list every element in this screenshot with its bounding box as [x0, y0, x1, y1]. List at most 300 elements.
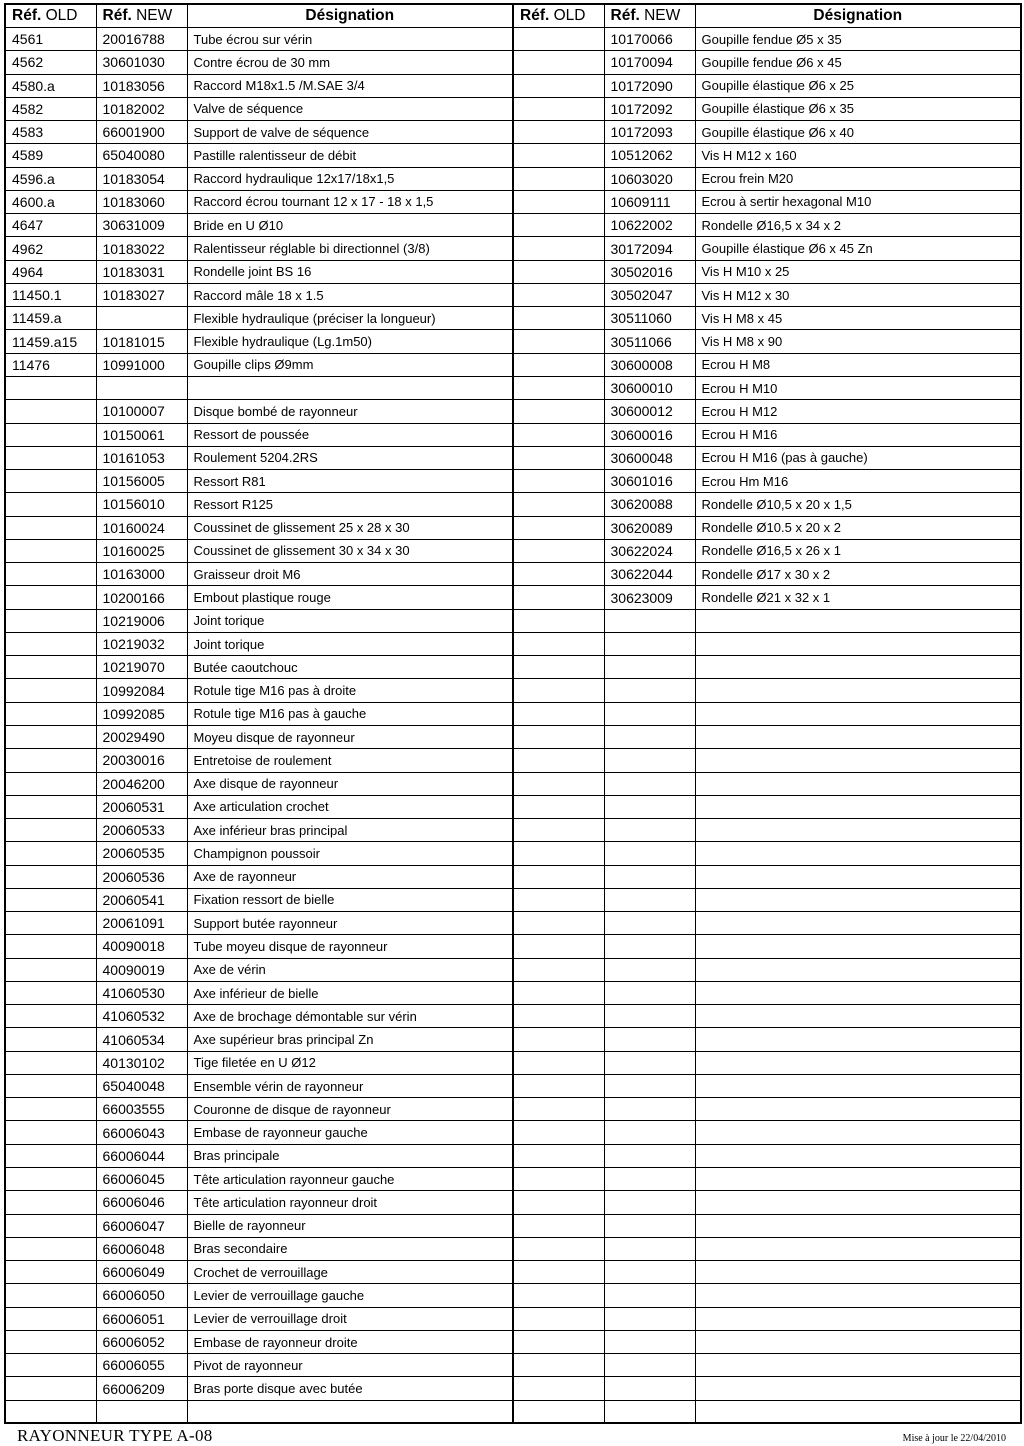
right-ref-old-cell	[513, 1330, 604, 1353]
right-designation-cell	[695, 981, 1021, 1004]
left-ref-new-cell: 20029490	[96, 725, 187, 748]
right-designation-cell	[695, 656, 1021, 679]
right-designation-cell: Rondelle Ø10.5 x 20 x 2	[695, 516, 1021, 539]
right-ref-new-cell	[604, 1168, 695, 1191]
right-ref-new-cell	[604, 1261, 695, 1284]
left-ref-new-cell: 40090019	[96, 958, 187, 981]
left-ref-old-cell	[5, 725, 96, 748]
left-designation-cell: Rotule tige M16 pas à droite	[187, 679, 513, 702]
left-ref-new-cell: 10183031	[96, 260, 187, 283]
right-ref-new-cell	[604, 1307, 695, 1330]
left-ref-old-cell	[5, 1168, 96, 1191]
left-designation-cell: Tête articulation rayonneur droit	[187, 1191, 513, 1214]
left-ref-new-cell: 10200166	[96, 586, 187, 609]
table-row	[5, 330, 1021, 353]
right-ref-new-cell	[604, 725, 695, 748]
left-designation-cell: Contre écrou de 30 mm	[187, 51, 513, 74]
right-ref-new-cell	[604, 888, 695, 911]
left-designation-cell: Support de valve de séquence	[187, 121, 513, 144]
left-ref-old-cell: 4589	[5, 144, 96, 167]
left-designation-cell: Raccord hydraulique 12x17/18x1,5	[187, 167, 513, 190]
left-ref-new-cell: 41060534	[96, 1028, 187, 1051]
left-designation-cell: Fixation ressort de bielle	[187, 888, 513, 911]
right-ref-new-cell: 30502047	[604, 283, 695, 306]
right-designation-cell	[695, 912, 1021, 935]
left-ref-new-cell: 40090018	[96, 935, 187, 958]
right-designation-cell: Ecrou Hm M16	[695, 470, 1021, 493]
right-ref-new-cell: 30600012	[604, 400, 695, 423]
right-ref-old-cell	[513, 28, 604, 51]
left-ref-new-cell: 10156010	[96, 493, 187, 516]
right-ref-old-cell	[513, 632, 604, 655]
right-ref-old-cell	[513, 446, 604, 469]
table-row	[5, 1144, 1021, 1167]
left-ref-old-cell	[5, 1144, 96, 1167]
right-designation-cell	[695, 1168, 1021, 1191]
table-row	[5, 121, 1021, 144]
right-ref-new-cell	[604, 865, 695, 888]
table-row	[5, 190, 1021, 213]
left-designation-cell: Ensemble vérin de rayonneur	[187, 1074, 513, 1097]
left-ref-new-cell: 10183027	[96, 283, 187, 306]
table-row	[5, 74, 1021, 97]
right-ref-old-cell	[513, 749, 604, 772]
left-designation-cell	[187, 1400, 513, 1423]
left-designation-cell: Flexible hydraulique (Lg.1m50)	[187, 330, 513, 353]
left-ref-new-cell: 10992085	[96, 702, 187, 725]
left-designation-cell: Axe disque de rayonneur	[187, 772, 513, 795]
right-designation-cell: Rondelle Ø16,5 x 34 x 2	[695, 214, 1021, 237]
right-ref-old-cell	[513, 214, 604, 237]
left-designation-cell: Entretoise de roulement	[187, 749, 513, 772]
table-row	[5, 97, 1021, 120]
right-ref-new-cell	[604, 1191, 695, 1214]
table-row	[5, 1377, 1021, 1400]
right-ref-old-cell	[513, 167, 604, 190]
left-ref-old-cell	[5, 1354, 96, 1377]
left-designation-cell: Embase de rayonneur gauche	[187, 1121, 513, 1144]
left-designation-cell: Embout plastique rouge	[187, 586, 513, 609]
right-designation-cell: Goupille fendue Ø5 x 35	[695, 28, 1021, 51]
right-designation-cell	[695, 888, 1021, 911]
table-row	[5, 609, 1021, 632]
left-designation-cell: Rondelle joint BS 16	[187, 260, 513, 283]
right-ref-new-cell: 30600048	[604, 446, 695, 469]
table-row	[5, 167, 1021, 190]
left-ref-old-cell	[5, 1005, 96, 1028]
left-designation-cell: Raccord écrou tournant 12 x 17 - 18 x 1,5	[187, 190, 513, 213]
right-ref-new-cell	[604, 1028, 695, 1051]
right-ref-new-cell	[604, 702, 695, 725]
right-designation-cell	[695, 749, 1021, 772]
left-ref-new-cell: 10183060	[96, 190, 187, 213]
header-ref-old-left	[5, 4, 96, 28]
table-row	[5, 1261, 1021, 1284]
left-ref-new-cell: 66003555	[96, 1098, 187, 1121]
right-ref-new-cell	[604, 632, 695, 655]
table-row	[5, 656, 1021, 679]
right-ref-old-cell	[513, 795, 604, 818]
left-designation-cell: Support butée rayonneur	[187, 912, 513, 935]
left-designation-cell: Joint torique	[187, 609, 513, 632]
left-ref-old-cell	[5, 539, 96, 562]
right-designation-cell: Vis H M8 x 90	[695, 330, 1021, 353]
right-designation-cell	[695, 1191, 1021, 1214]
left-ref-old-cell: 4596.a	[5, 167, 96, 190]
table-row	[5, 1121, 1021, 1144]
right-ref-old-cell	[513, 283, 604, 306]
right-ref-old-cell	[513, 609, 604, 632]
left-ref-old-cell	[5, 819, 96, 842]
right-designation-cell: Rondelle Ø10,5 x 20 x 1,5	[695, 493, 1021, 516]
left-ref-new-cell: 10182002	[96, 97, 187, 120]
left-designation-cell: Tête articulation rayonneur gauche	[187, 1168, 513, 1191]
left-ref-old-cell: 4582	[5, 97, 96, 120]
right-ref-old-cell	[513, 1354, 604, 1377]
right-ref-old-cell	[513, 1051, 604, 1074]
right-ref-new-cell	[604, 1284, 695, 1307]
left-ref-old-cell	[5, 749, 96, 772]
left-ref-new-cell	[96, 1400, 187, 1423]
left-ref-new-cell	[96, 307, 187, 330]
right-designation-cell	[695, 632, 1021, 655]
left-ref-old-cell	[5, 400, 96, 423]
left-ref-old-cell	[5, 1051, 96, 1074]
left-ref-new-cell: 66006043	[96, 1121, 187, 1144]
left-ref-new-cell: 20061091	[96, 912, 187, 935]
left-ref-new-cell: 40130102	[96, 1051, 187, 1074]
left-designation-cell: Ressort R125	[187, 493, 513, 516]
left-designation-cell: Rotule tige M16 pas à gauche	[187, 702, 513, 725]
left-ref-new-cell: 10156005	[96, 470, 187, 493]
right-designation-cell	[695, 1098, 1021, 1121]
right-ref-new-cell	[604, 842, 695, 865]
left-ref-new-cell: 20060531	[96, 795, 187, 818]
left-ref-new-cell: 66006047	[96, 1214, 187, 1237]
left-designation-cell: Axe inférieur bras principal	[187, 819, 513, 842]
left-ref-new-cell: 20060535	[96, 842, 187, 865]
table-row	[5, 353, 1021, 376]
left-designation-cell: Joint torique	[187, 632, 513, 655]
header-ref-new-prefix: Réf.	[102, 7, 132, 25]
right-ref-new-cell: 10609111	[604, 190, 695, 213]
left-designation-cell: Tube moyeu disque de rayonneur	[187, 935, 513, 958]
table-row	[5, 516, 1021, 539]
right-designation-cell	[695, 1144, 1021, 1167]
table-row	[5, 1168, 1021, 1191]
right-ref-new-cell: 30172094	[604, 237, 695, 260]
right-ref-new-cell: 30511066	[604, 330, 695, 353]
right-designation-cell	[695, 1214, 1021, 1237]
left-ref-old-cell	[5, 423, 96, 446]
left-ref-old-cell: 4562	[5, 51, 96, 74]
right-designation-cell	[695, 1307, 1021, 1330]
table-row	[5, 1214, 1021, 1237]
right-ref-old-cell	[513, 819, 604, 842]
left-ref-new-cell: 10219032	[96, 632, 187, 655]
right-designation-cell: Rondelle Ø16,5 x 26 x 1	[695, 539, 1021, 562]
right-ref-old-cell	[513, 772, 604, 795]
table-row	[5, 1051, 1021, 1074]
right-ref-old-cell	[513, 144, 604, 167]
table-row	[5, 423, 1021, 446]
left-designation-cell: Bielle de rayonneur	[187, 1214, 513, 1237]
right-ref-old-cell	[513, 1214, 604, 1237]
left-designation-cell: Levier de verrouillage droit	[187, 1307, 513, 1330]
right-ref-new-cell	[604, 1214, 695, 1237]
left-ref-old-cell	[5, 1121, 96, 1144]
right-ref-new-cell: 30502016	[604, 260, 695, 283]
right-designation-cell	[695, 772, 1021, 795]
left-ref-new-cell: 10160025	[96, 539, 187, 562]
right-ref-old-cell	[513, 586, 604, 609]
right-ref-old-cell	[513, 656, 604, 679]
right-ref-new-cell: 30600016	[604, 423, 695, 446]
right-ref-new-cell: 30620089	[604, 516, 695, 539]
right-ref-old-cell	[513, 539, 604, 562]
right-ref-old-cell	[513, 1074, 604, 1097]
table-row	[5, 446, 1021, 469]
right-ref-new-cell: 30601016	[604, 470, 695, 493]
header-ref-new-suffix: NEW	[644, 7, 681, 25]
right-designation-cell	[695, 1051, 1021, 1074]
left-ref-new-cell: 10183022	[96, 237, 187, 260]
table-row	[5, 1330, 1021, 1353]
left-ref-old-cell: 4964	[5, 260, 96, 283]
header-ref-new-prefix: Réf.	[610, 7, 640, 25]
left-designation-cell: Ressort de poussée	[187, 423, 513, 446]
left-ref-new-cell: 10219006	[96, 609, 187, 632]
left-ref-old-cell	[5, 1377, 96, 1400]
left-ref-old-cell	[5, 1261, 96, 1284]
right-ref-old-cell	[513, 1377, 604, 1400]
table-row	[5, 376, 1021, 399]
left-ref-old-cell: 4647	[5, 214, 96, 237]
right-ref-old-cell	[513, 912, 604, 935]
right-ref-old-cell	[513, 330, 604, 353]
table-row	[5, 1098, 1021, 1121]
left-ref-old-cell	[5, 563, 96, 586]
right-ref-new-cell	[604, 958, 695, 981]
left-designation-cell: Crochet de verrouillage	[187, 1261, 513, 1284]
left-ref-new-cell: 20016788	[96, 28, 187, 51]
table-row	[5, 539, 1021, 562]
left-designation-cell: Axe de vérin	[187, 958, 513, 981]
left-ref-new-cell: 10181015	[96, 330, 187, 353]
table-row	[5, 470, 1021, 493]
table-row	[5, 935, 1021, 958]
right-designation-cell	[695, 958, 1021, 981]
left-ref-old-cell	[5, 912, 96, 935]
right-ref-old-cell	[513, 1191, 604, 1214]
left-ref-old-cell	[5, 446, 96, 469]
left-ref-old-cell: 11476	[5, 353, 96, 376]
table-row	[5, 772, 1021, 795]
table-row	[5, 1307, 1021, 1330]
left-designation-cell: Axe inférieur de bielle	[187, 981, 513, 1004]
left-ref-new-cell: 20030016	[96, 749, 187, 772]
table-row	[5, 28, 1021, 51]
right-designation-cell	[695, 935, 1021, 958]
left-ref-new-cell: 66001900	[96, 121, 187, 144]
right-designation-cell	[695, 1261, 1021, 1284]
right-ref-new-cell: 30600008	[604, 353, 695, 376]
right-designation-cell: Goupille élastique Ø6 x 35	[695, 97, 1021, 120]
left-ref-old-cell	[5, 1214, 96, 1237]
right-ref-old-cell	[513, 470, 604, 493]
right-ref-old-cell	[513, 237, 604, 260]
header-ref-old-prefix: Réf.	[12, 7, 42, 25]
left-ref-old-cell	[5, 632, 96, 655]
left-ref-new-cell: 66006045	[96, 1168, 187, 1191]
table-row	[5, 702, 1021, 725]
table-row	[5, 283, 1021, 306]
left-ref-new-cell: 65040080	[96, 144, 187, 167]
right-ref-new-cell	[604, 1144, 695, 1167]
left-ref-old-cell	[5, 470, 96, 493]
right-ref-new-cell	[604, 912, 695, 935]
left-designation-cell: Raccord M18x1.5 /M.SAE 3/4	[187, 74, 513, 97]
right-ref-new-cell	[604, 609, 695, 632]
right-ref-old-cell	[513, 260, 604, 283]
left-designation-cell: Bride en U Ø10	[187, 214, 513, 237]
left-designation-cell: Bras secondaire	[187, 1237, 513, 1260]
table-row	[5, 1028, 1021, 1051]
right-ref-old-cell	[513, 1144, 604, 1167]
right-designation-cell: Vis H M12 x 30	[695, 283, 1021, 306]
table-row	[5, 981, 1021, 1004]
left-ref-old-cell: 11450.1	[5, 283, 96, 306]
right-ref-new-cell: 10603020	[604, 167, 695, 190]
left-ref-old-cell: 4600.a	[5, 190, 96, 213]
left-ref-old-cell	[5, 1191, 96, 1214]
left-designation-cell: Levier de verrouillage gauche	[187, 1284, 513, 1307]
header-designation-left: Désignation	[187, 4, 513, 28]
right-ref-new-cell: 10172093	[604, 121, 695, 144]
right-ref-new-cell: 10172090	[604, 74, 695, 97]
left-ref-old-cell	[5, 609, 96, 632]
right-ref-old-cell	[513, 1400, 604, 1423]
document-title: RAYONNEUR TYPE A-08	[17, 1426, 213, 1445]
left-designation-cell: Coussinet de glissement 25 x 28 x 30	[187, 516, 513, 539]
right-designation-cell	[695, 1400, 1021, 1423]
left-ref-new-cell: 10163000	[96, 563, 187, 586]
table-row	[5, 586, 1021, 609]
left-ref-old-cell	[5, 516, 96, 539]
right-ref-new-cell	[604, 1074, 695, 1097]
table-row	[5, 679, 1021, 702]
left-ref-new-cell: 10100007	[96, 400, 187, 423]
right-designation-cell	[695, 1028, 1021, 1051]
table-row	[5, 795, 1021, 818]
table-row	[5, 842, 1021, 865]
right-designation-cell	[695, 865, 1021, 888]
right-ref-new-cell	[604, 679, 695, 702]
left-ref-old-cell: 4561	[5, 28, 96, 51]
right-ref-new-cell	[604, 749, 695, 772]
right-ref-old-cell	[513, 679, 604, 702]
right-ref-new-cell	[604, 772, 695, 795]
table-row	[5, 865, 1021, 888]
right-ref-old-cell	[513, 958, 604, 981]
left-designation-cell: Goupille clips Ø9mm	[187, 353, 513, 376]
table-row	[5, 1074, 1021, 1097]
left-ref-new-cell: 66006055	[96, 1354, 187, 1377]
right-designation-cell	[695, 679, 1021, 702]
header-ref-new-right	[604, 4, 695, 28]
table-row	[5, 725, 1021, 748]
right-designation-cell: Vis H M12 x 160	[695, 144, 1021, 167]
left-ref-new-cell: 66006046	[96, 1191, 187, 1214]
right-ref-new-cell: 30620088	[604, 493, 695, 516]
right-ref-old-cell	[513, 423, 604, 446]
right-designation-cell	[695, 1074, 1021, 1097]
table-row	[5, 51, 1021, 74]
left-designation-cell: Couronne de disque de rayonneur	[187, 1098, 513, 1121]
table-row	[5, 307, 1021, 330]
table-row	[5, 958, 1021, 981]
left-ref-new-cell: 41060532	[96, 1005, 187, 1028]
right-ref-old-cell	[513, 888, 604, 911]
right-ref-new-cell: 10172092	[604, 97, 695, 120]
left-ref-old-cell: 4583	[5, 121, 96, 144]
left-ref-new-cell: 65040048	[96, 1074, 187, 1097]
left-ref-new-cell: 20060536	[96, 865, 187, 888]
left-ref-old-cell	[5, 1400, 96, 1423]
right-designation-cell: Goupille fendue Ø6 x 45	[695, 51, 1021, 74]
right-designation-cell	[695, 609, 1021, 632]
right-ref-old-cell	[513, 74, 604, 97]
left-ref-new-cell: 30601030	[96, 51, 187, 74]
left-ref-new-cell: 41060530	[96, 981, 187, 1004]
parts-table	[4, 3, 1022, 1424]
left-ref-old-cell: 4962	[5, 237, 96, 260]
header-ref-old-suffix: OLD	[45, 7, 78, 25]
right-designation-cell	[695, 1330, 1021, 1353]
right-ref-new-cell	[604, 1051, 695, 1074]
right-designation-cell: Ecrou H M10	[695, 376, 1021, 399]
left-designation-cell: Axe de rayonneur	[187, 865, 513, 888]
update-date: Mise à jour le 22/04/2010	[902, 1433, 1006, 1444]
right-ref-new-cell: 30600010	[604, 376, 695, 399]
right-ref-old-cell	[513, 1098, 604, 1121]
right-ref-old-cell	[513, 935, 604, 958]
left-ref-old-cell: 11459.a	[5, 307, 96, 330]
left-designation-cell: Pivot de rayonneur	[187, 1354, 513, 1377]
right-ref-new-cell	[604, 1121, 695, 1144]
left-designation-cell: Embase de rayonneur droite	[187, 1330, 513, 1353]
table-row	[5, 632, 1021, 655]
table-row	[5, 144, 1021, 167]
header-ref-old-prefix: Réf.	[520, 7, 550, 25]
left-ref-old-cell: 11459.a15	[5, 330, 96, 353]
right-designation-cell	[695, 1354, 1021, 1377]
right-ref-new-cell: 30622044	[604, 563, 695, 586]
right-ref-new-cell: 30623009	[604, 586, 695, 609]
right-ref-new-cell: 10622002	[604, 214, 695, 237]
right-ref-old-cell	[513, 493, 604, 516]
left-ref-old-cell	[5, 586, 96, 609]
right-designation-cell: Ecrou H M16 (pas à gauche)	[695, 446, 1021, 469]
right-ref-old-cell	[513, 353, 604, 376]
left-ref-new-cell: 66006051	[96, 1307, 187, 1330]
table-row	[5, 749, 1021, 772]
right-designation-cell: Ecrou H M16	[695, 423, 1021, 446]
table-row	[5, 237, 1021, 260]
right-ref-old-cell	[513, 190, 604, 213]
table-row	[5, 493, 1021, 516]
right-ref-new-cell	[604, 1098, 695, 1121]
